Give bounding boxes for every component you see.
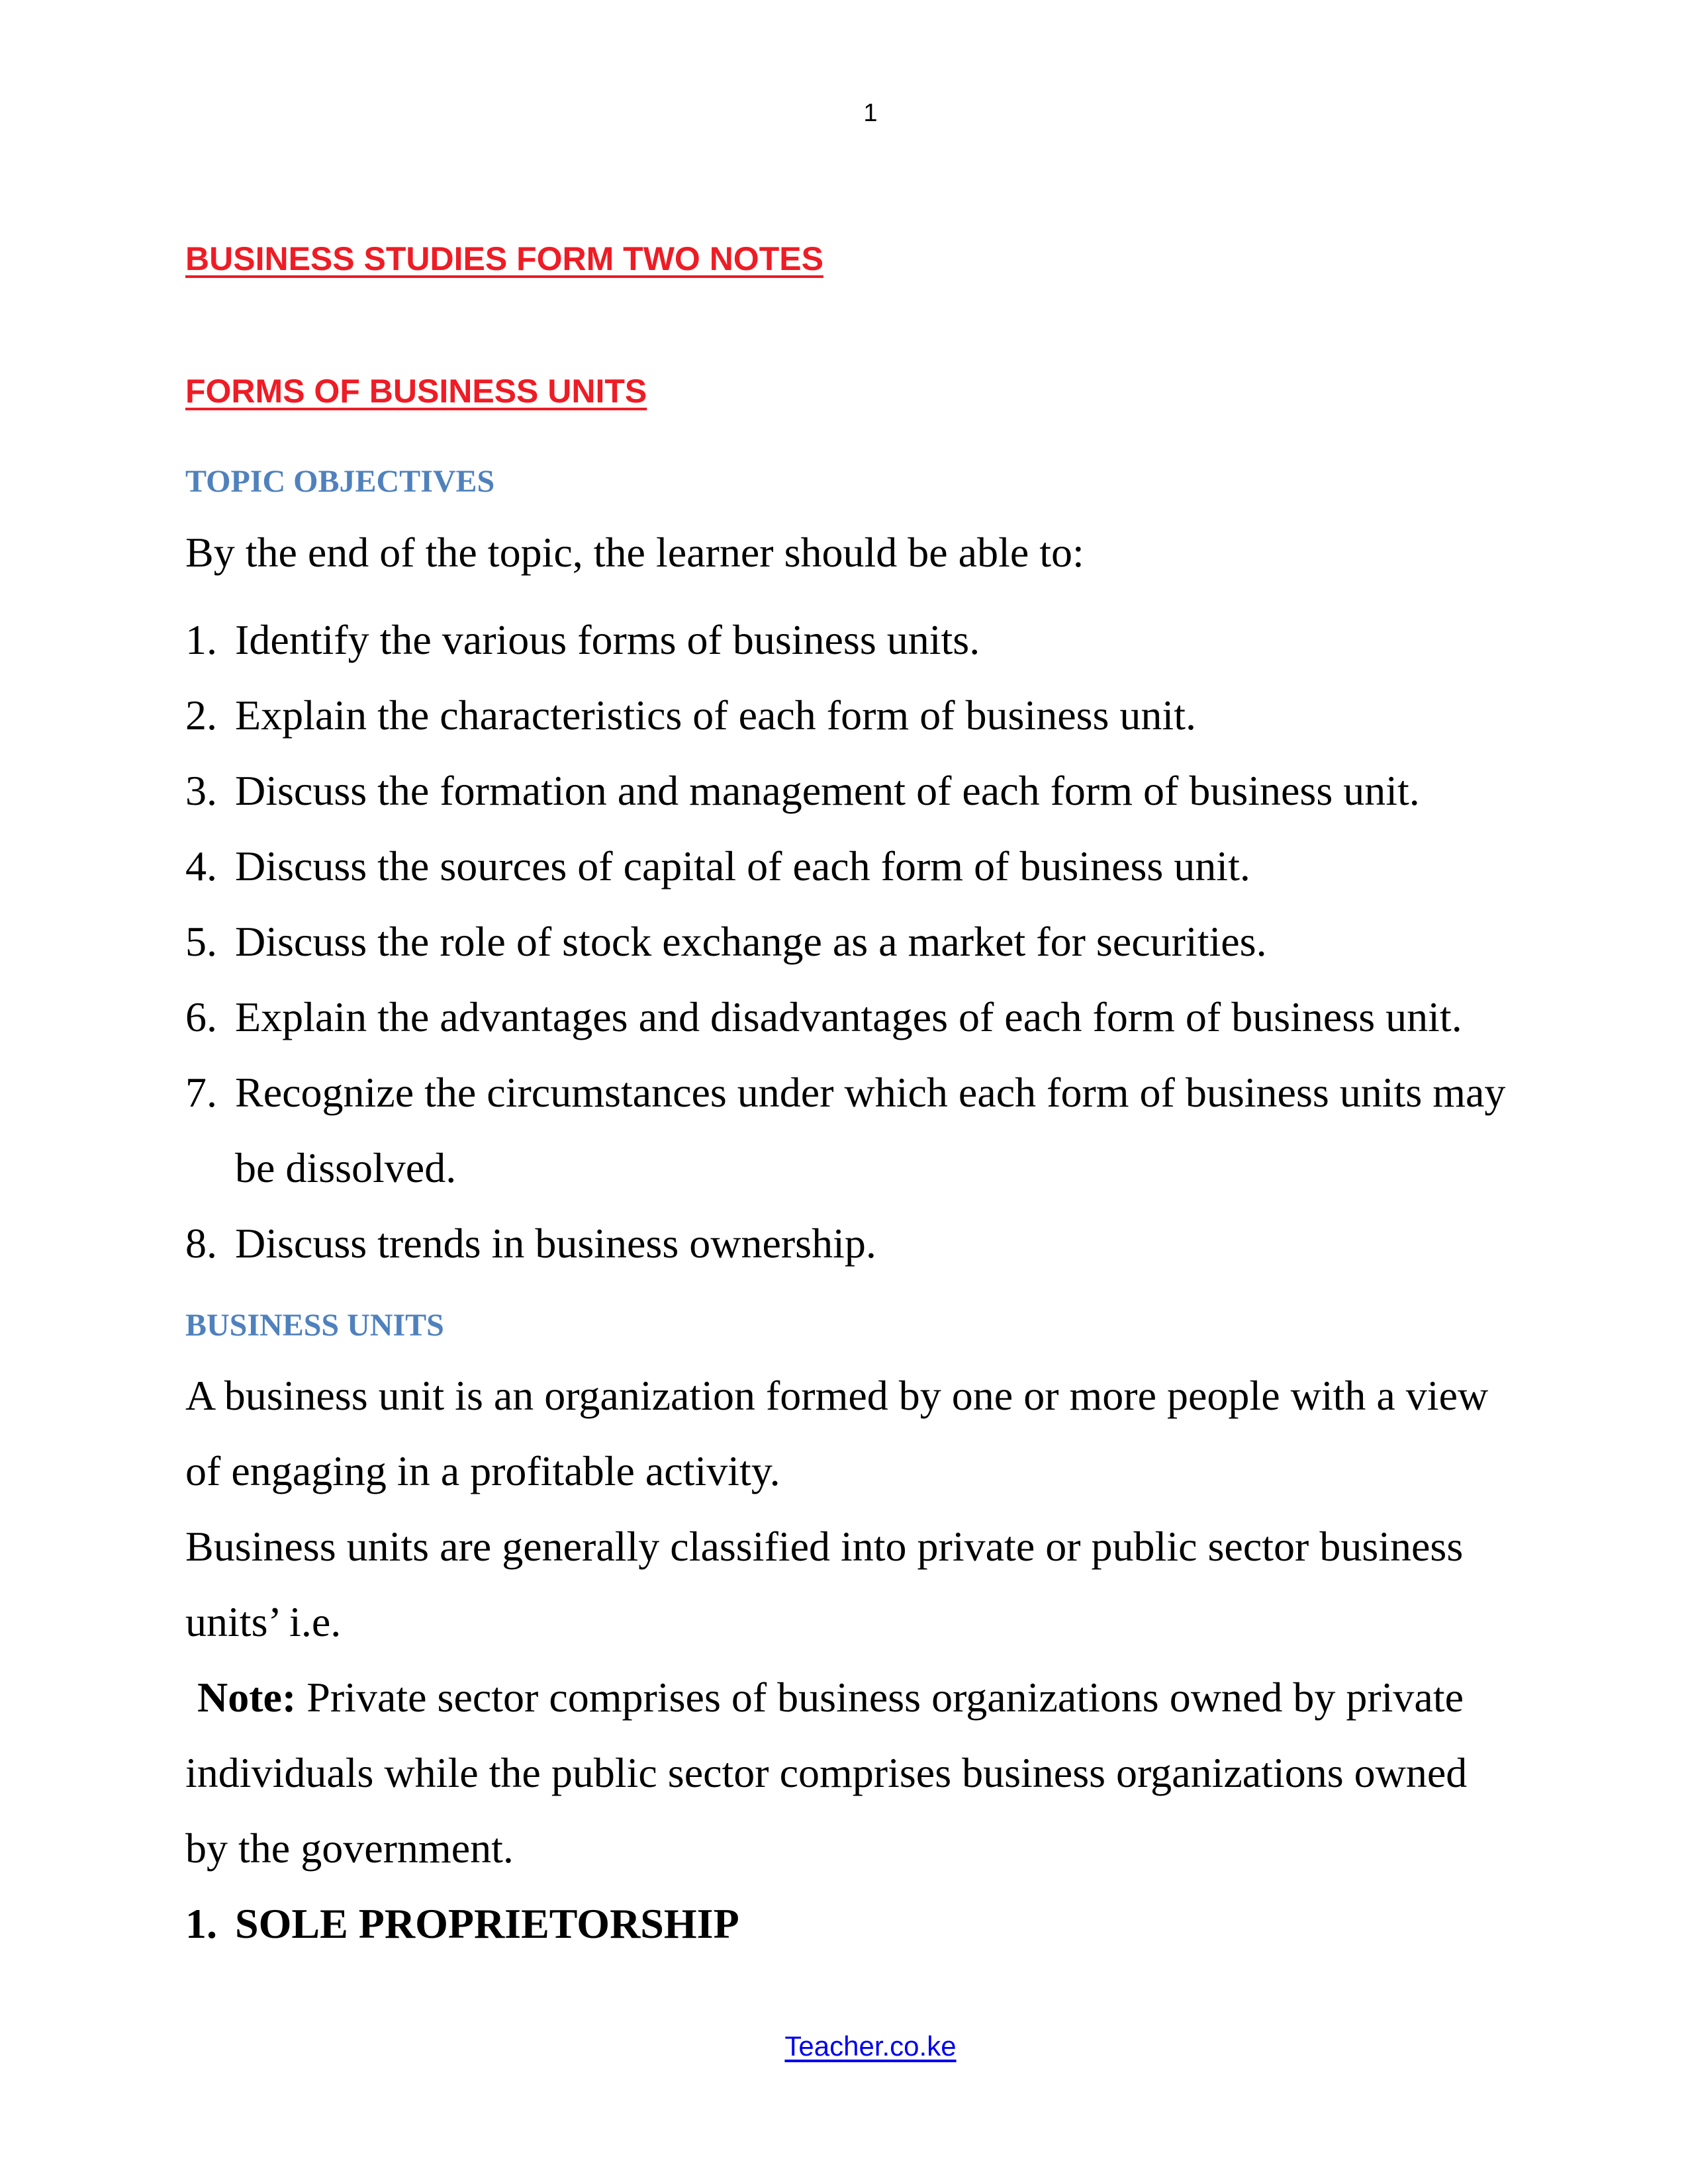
note-label: Note: xyxy=(197,1674,297,1721)
list-item-text: Discuss the sources of capital of each form of business unit. xyxy=(235,842,1250,889)
list-item xyxy=(185,602,1575,678)
list-item-text: Discuss the role of stock exchange as a market for securities. xyxy=(235,918,1267,965)
list-item xyxy=(185,1055,1575,1206)
definition-paragraph xyxy=(185,1358,1582,1886)
list-item-text: Explain the characteristics of each form of business unit. xyxy=(235,692,1196,739)
list-item xyxy=(185,829,1575,904)
note-line xyxy=(185,1660,1582,1735)
note-line: by the government. xyxy=(185,1825,514,1872)
list-item-text: Identify the various forms of business units. xyxy=(235,616,980,663)
list-item xyxy=(185,904,1575,979)
list-item-number: 8. xyxy=(185,1220,217,1267)
list-item-number: 1. xyxy=(185,616,217,663)
page-number: 1 xyxy=(863,99,878,127)
list-item-number: 6. xyxy=(185,993,217,1040)
list-item xyxy=(185,979,1575,1055)
list-item-text: Explain the advantages and disadvantages of each form of business unit. xyxy=(235,993,1462,1040)
classification-line: Business units are generally classified into private or public sector business xyxy=(185,1523,1464,1570)
list-item-number: 3. xyxy=(185,767,217,814)
heading-number: 1. xyxy=(185,1900,217,1947)
footer-link[interactable]: Teacher.co.ke xyxy=(784,2030,957,2062)
classification-line: units’ i.e. xyxy=(185,1598,342,1645)
document-title: BUSINESS STUDIES FORM TWO NOTES xyxy=(185,240,823,277)
sole-proprietorship-heading xyxy=(185,1899,739,1948)
list-item-text: Discuss trends in business ownership. xyxy=(235,1220,876,1267)
topic-title: FORMS OF BUSINESS UNITS xyxy=(185,373,647,410)
definition-line: A business unit is an organization formed by one or more people with a view xyxy=(185,1372,1489,1419)
note-text: Private sector comprises of business organizations owned by private xyxy=(296,1674,1464,1721)
list-item-number: 4. xyxy=(185,842,217,889)
list-item-number: 7. xyxy=(185,1069,217,1116)
list-item-text-continued: be dissolved. xyxy=(235,1144,457,1191)
list-item-text: Discuss the formation and management of each form of business unit. xyxy=(235,767,1420,814)
list-item xyxy=(185,753,1575,829)
definition-line: of engaging in a profitable activity. xyxy=(185,1447,780,1494)
list-item-number: 5. xyxy=(185,918,217,965)
business-units-heading: BUSINESS UNITS xyxy=(185,1308,444,1343)
objectives-list xyxy=(185,602,1575,1281)
note-line: individuals while the public sector comprises business organizations owned xyxy=(185,1749,1468,1796)
list-item-text: Recognize the circumstances under which each form of business units may xyxy=(235,1069,1506,1116)
list-item xyxy=(185,1206,1575,1281)
objectives-intro: By the end of the topic, the learner should be able to: xyxy=(185,529,1084,576)
list-item-number: 2. xyxy=(185,692,217,739)
heading-text: SOLE PROPRIETORSHIP xyxy=(235,1900,739,1947)
objectives-heading: TOPIC OBJECTIVES xyxy=(185,464,495,499)
list-item xyxy=(185,678,1575,753)
